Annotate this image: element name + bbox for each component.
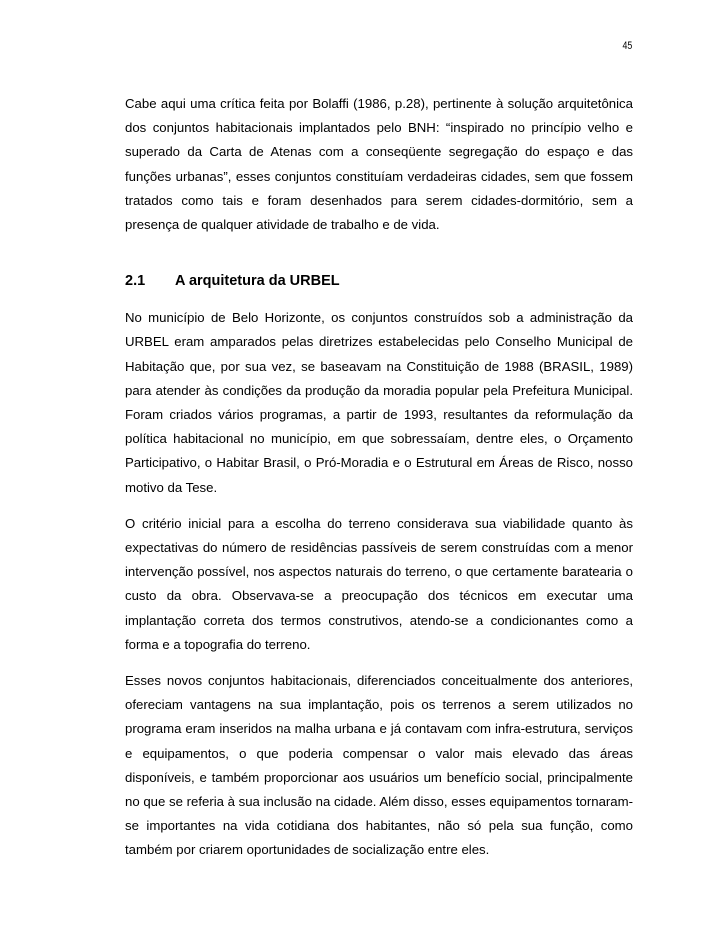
page-content <box>125 92 633 863</box>
page-number: 45 <box>622 40 632 52</box>
paragraph-new-housing: Esses novos conjuntos habitacionais, diferenciados conceitualmente dos anteriores, ofereciam vantagens na sua implantação, pois os terrenos a serem utilizados no programa eram inseridos na malha urbana e já contavam com infra-estrutura, serviços e equipamentos, o que poderia compensar o valor mais elevado das áreas disponíveis, e também proporcionar aos usuários um benefício social, principalmente no que se referia à sua inclusão na cidade. Além disso, esses equipamentos tornaram-se importantes na vida cotidiana dos habitantes, não só pela sua função, como também por criarem oportunidades de socialização entre eles. <box>125 673 634 858</box>
section-heading <box>125 270 633 292</box>
paragraph-urbel-programs: No município de Belo Horizonte, os conjuntos construídos sob a administração da URBEL eram amparados pelas diretrizes estabelecidas pelo Conselho Municipal de Habitação que, por sua vez, se baseavam na Constituição de 1988 (BRASIL, 1989) para atender às condições da produção da moradia popular pela Prefeitura Municipal. Foram criados vários programas, a partir de 1993, resultantes da reformulação da política habitacional no município, em que sobressaíam, dentre eles, o Orçamento Participativo, o Habitar Brasil, o Pró-Moradia e o Estrutural em Áreas de Risco, nosso motivo da Tese. <box>125 310 633 495</box>
paragraph-intro: Cabe aqui uma crítica feita por Bolaffi (1986, p.28), pertinente à solução arquitetônica dos conjuntos habitacionais implantados pelo BNH: “inspirado no princípio velho e superado da Carta de Atenas com a conseqüente segregação do espaço e das funções urbanas”, esses conjuntos constituíam verdadeiras cidades, sem que fossem tratados como tais e foram desenhados para serem cidades-dormitório, sem a presença de qualquer atividade de trabalho e de vida. <box>125 96 633 233</box>
section-title: A arquitetura da URBEL <box>175 273 340 290</box>
paragraph-terrain-criteria: O critério inicial para a escolha do terreno considerava sua viabilidade quanto às expectativas do número de residências passíveis de serem construídas com a menor intervenção possível, nos aspectos naturais do terreno, o que certamente baratearia o custo da obra. Observava-se a preocupação dos técnicos em executar uma implantação correta dos termos construtivos, atendo-se a condicionantes como a forma e a topografia do terreno. <box>125 515 633 652</box>
section-number: 2.1 <box>125 273 146 290</box>
